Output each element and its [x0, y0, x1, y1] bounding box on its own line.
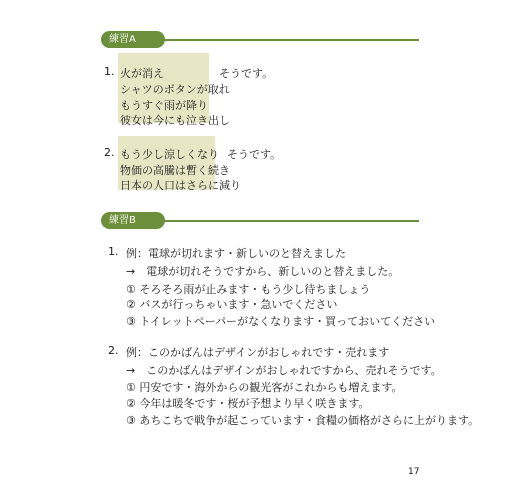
item-number: 1. — [108, 245, 119, 258]
exercise-line: ① そろそろ雨が止みます・もう少し待ちましょう — [126, 283, 371, 296]
page-number: 17 — [408, 467, 420, 477]
phrase-line: 火が消え — [120, 67, 164, 80]
header-rule — [159, 220, 419, 222]
exercise-line: ① 円安です・海外からの観光客がこれからも増えます。 — [126, 381, 403, 394]
suffix-text: そうです。 — [219, 67, 274, 80]
phrase-line: もう少し涼しくなり — [120, 148, 219, 161]
exercise-b-header — [101, 212, 419, 229]
item-number: 2. — [108, 344, 119, 357]
phrase-line: 日本の人口はさらに減り — [120, 179, 241, 192]
header-rule — [159, 39, 419, 41]
phrase-line: 彼女は今にも泣き出し — [120, 114, 230, 127]
exercise-line: ② バスが行っちゃいます・急いでください — [126, 298, 338, 311]
exercise-line: ② 今年は暖冬です・桜が予想より早く咲きます。 — [126, 397, 370, 410]
exercise-b-label: 練習B — [101, 212, 165, 229]
item-number: 1. — [104, 65, 115, 78]
example-line: 例：電球が切れます・新しいのと替えました — [126, 247, 346, 260]
item-number: 2. — [104, 146, 115, 159]
example-line: 例：このかばんはデザインがおしゃれです・売れます — [126, 346, 390, 359]
answer-line: → このかばんはデザインがおしゃれですから、売れそうです。 — [126, 364, 442, 377]
exercise-a-label: 練習A — [101, 31, 165, 48]
exercise-line: ③ あちこちで戦争が起こっています・食糧の価格がさらに上がります。 — [126, 414, 480, 427]
phrase-line: 物価の高騰は暫く続き — [120, 164, 230, 177]
answer-line: → 電球が切れそうですから、新しいのと替えました。 — [126, 265, 400, 278]
suffix-text: そうです。 — [227, 148, 282, 161]
phrase-line: もうすぐ雨が降り — [120, 99, 208, 112]
phrase-line: シャツのボタンが取れ — [120, 83, 230, 96]
exercise-line: ③ トイレットペーパーがなくなります・買っておいてください — [126, 315, 436, 328]
exercise-a-header — [101, 31, 419, 48]
